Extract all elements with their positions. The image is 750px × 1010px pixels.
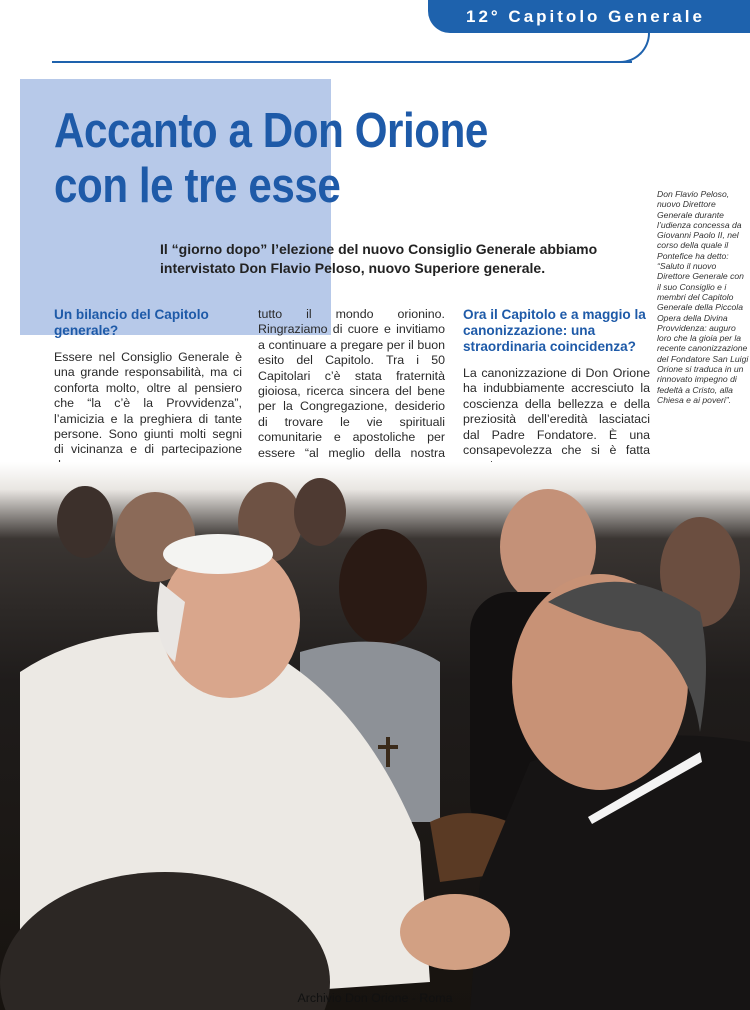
column-2-text: tutto il mondo orionino. Ringraziamo di cuore e invitiamo a continuare a pregare per il buon esito del Capitolo. Tra i 50 Capitolari c’è stata fraternità gioiosa, ricerca sincera del bene per la Congregazione, desiderio di trovare le vie spirituali comunitarie e apostoliche per essere “al meglio della nostra xyxy=(258,307,445,460)
archive-watermark: Archivio Don Orione - Roma xyxy=(297,991,453,1005)
article-lead: Il “giorno dopo” l’elezione del nuovo Consiglio Generale abbiamo intervistato Don Flavio Peloso, nuovo Superiore generale. xyxy=(160,241,598,276)
title-line-2: con le tre esse xyxy=(54,159,341,213)
photo-illustration xyxy=(0,462,750,1010)
section-label: 12° Capitolo Generale xyxy=(466,6,705,26)
handshake xyxy=(400,894,510,970)
column-1-text: Essere nel Consiglio Generale è una grande responsabilità, ma ci conforta molto, oltre al pensiero che “la c’è la Provvidenza”, l’amicizia e la preghiera di tante persone. Sono giunti molti segni di vicinanza e di partecipazione xyxy=(54,350,242,457)
crowd-head xyxy=(294,478,346,546)
pope-zucchetto xyxy=(163,534,273,574)
article-column-2 xyxy=(258,307,445,476)
question-2-heading: Ora il Capitolo e a maggio la canonizzazione: una straordinaria coincidenza? xyxy=(463,307,646,354)
article-title xyxy=(54,104,488,214)
photo-caption: Don Flavio Peloso, nuovo Direttore Generale durante l’udienza concessa da Giovanni Paolo II, nel corso della quale il Pontefice ha detto: “Saluto il nuovo Direttore Generale con il suo Consiglio e i membri del Capitolo Generale della Piccola Opera della Divina Provvidenza: auguro loro che la gioia per la recente canonizzazione del Fondatore San Luigi Orione si traduca in un rinnovato impegno di fedeltà a Cristo, alla Chiesa e ai poveri”. xyxy=(657,189,749,405)
title-line-1: Accanto a Don Orione xyxy=(54,104,488,158)
article-column-1 xyxy=(54,307,242,473)
article-column-3 xyxy=(463,307,650,474)
section-header-tab xyxy=(428,0,750,33)
header-divider xyxy=(52,61,632,63)
header-curve-decoration xyxy=(610,30,650,63)
column-3-text: La canonizzazione di Don Orione ha indubbiamente accresciuto la coscienza della bellezza e della preziosità dell’eredità lasciataci dal Padre Fondatore. È una consapevolezza che si è fatta xyxy=(463,366,650,458)
crowd-head xyxy=(57,486,113,558)
audience-photo xyxy=(0,462,750,1010)
young-man-head xyxy=(339,529,427,645)
question-1-heading: Un bilancio del Capitolo generale? xyxy=(54,307,209,338)
